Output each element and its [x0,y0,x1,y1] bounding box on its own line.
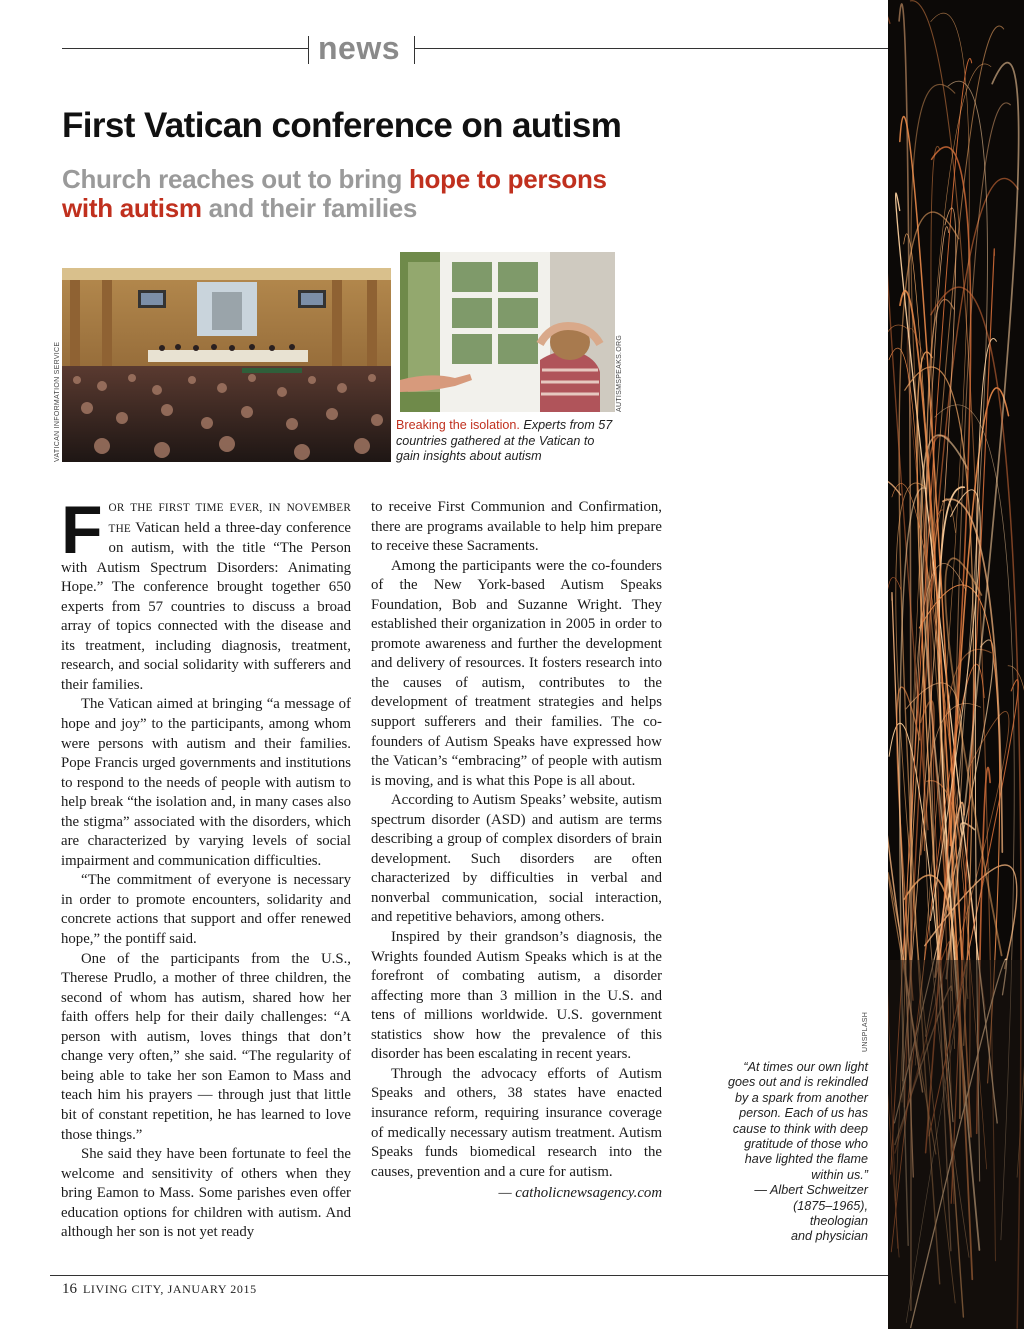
deck-part1: Church reaches out to bring [62,164,409,194]
section-rule-right [414,48,888,49]
opening-small-caps: OR THE FIRST TIME EVER, IN NOVEMBER THE [108,502,351,535]
quote-author: — Albert Schweitzer [754,1183,868,1198]
paragraph-1-text: Vatican held a three-day conference on autism, with the title “The Person with Autism Spectrum Disorders: Animating Hope.” The conference brought together 650 experts from 57 countries to discuss a broad array of topics connected with the disease and its treatment, including diagnosis, treatment, research, and social solidarity with sufferers and their families. [61,519,351,693]
quote-author-role-1: theologian [809,1214,868,1229]
article-paragraph-7: According to Autism Speaks’ website, autism spectrum disorder (ASD) and autism are terms describing a group of complex disorders of brain development. Such disorders are often characterized by difficulties in verbal and nonverbal communication, social interaction, and repetitive behaviors, among others. [371,792,662,926]
drop-cap: F [61,492,103,568]
subheadline [62,165,662,223]
quote-text: “At times our own light goes out and is rekindled by a spark from another person. Each of us has cause to think with deep gratitude of those who have lighted the flame within us.” [727,1060,868,1182]
quote-author-role-2: and physician [790,1229,868,1244]
pull-quote [720,1060,868,1245]
photo-caption [396,418,621,465]
photo1-credit: VATICAN INFORMATION SERVICE [54,341,61,462]
article-paragraph-8: Inspired by their grandson’s diagnosis, the Wrights founded Autism Speaks which is at the forefront of combating autism, a disorder affecting more than 3 million in the U.S. and tens of millions worldwide. U.S. government statistics show how the prevalence of this disorder has been escalating in recent years. [371,929,662,1063]
deck-highlight: hope to persons with autism [62,164,607,223]
quote-author-dates: (1875–1965), [793,1198,868,1213]
footer-rule [50,1275,890,1276]
publication-info: LIVING CITY, JANUARY 2015 [83,1282,257,1296]
caption-lead: Breaking the isolation. [396,418,520,432]
article-paragraph-6: Among the participants were the co-founders of the New York-based Autism Speaks Foundation, Bob and Suzanne Wright. They established their organization in 2005 in order to promote awareness and further the development and delivery of resources. It fosters research into the causes of autism, contributes to the development of treatment strategies and helps support sufferers and their families. The co-founders of Autism Speaks have expressed how the Vatican’s “embracing” of people with autism is moving, and is what this Pope is all about. [371,557,662,789]
article-paragraph-5: She said they have been fortunate to feel the welcome and sensitivity of others when they bring Eamon to Mass. Some parishes even offer education options for children with autism. And although her son is not yet ready [61,1146,351,1241]
section-tick-left [308,36,309,64]
article-paragraph-1 [61,492,351,695]
sparkler-photo [888,0,1024,1329]
photo2-credit: AUTISMSPEAKS.ORG [616,334,623,412]
deck-part3: and their families [201,193,418,223]
caption-text: Experts from 57 countries gathered at the Vatican to gain insights about autism [396,418,613,463]
sparkler-photo-credit: UNSPLASH [862,1011,869,1052]
article-paragraph-3: “The commitment of everyone is necessary in order to promote encounters, solidarity and concrete actions that support and offer renewed hope,” the pontiff said. [61,872,351,948]
section-label: news [318,30,401,66]
article-paragraph-5-continued: to receive First Communion and Confirmation, there are programs available to help him prepare to receive these Sacraments. [371,499,662,555]
child-window-photo [400,252,615,412]
article-paragraph-2: The Vatican aimed at bringing “a message of hope and joy” to the participants, among whom were persons with autism and their families. Pope Francis urged governments and institutions to respond to the needs of people with autism to help break “the isolation and, in many cases also the stigma” associated with the disorders, which are characterized by varying levels of social impairment and communication difficulties. [61,696,351,869]
article-column-2 [371,498,662,1204]
section-tick-right [414,36,415,64]
article-paragraph-4: One of the participants from the U.S., Therese Prudlo, a mother of three children, the second of whom has autism, shared how her faith offers help for their daily challenges: “A person with autism, loves things that don’t change very often,” she said. “The regularity of being able to take her son Eamon to Mass and teach him his prayers — through just that little bit of constant repetition, he has learned to love those things.” [61,950,351,1143]
page-number: 16 [62,1281,77,1297]
conference-hall-photo [62,268,391,462]
page-footer [62,1281,257,1298]
headline: First Vatican conference on autism [62,106,622,145]
section-rule-left [62,48,308,49]
article-paragraph-9: Through the advocacy efforts of Autism Speaks and others, 38 states have enacted insurance reform, requiring insurance coverage of medically necessary autism treatment. Autism Speaks funds biomedical research into the causes, prevention and a cure for autism. [371,1065,662,1180]
article-column-1 [61,492,351,1243]
article-source: — catholicnewsagency.com [498,1185,662,1202]
